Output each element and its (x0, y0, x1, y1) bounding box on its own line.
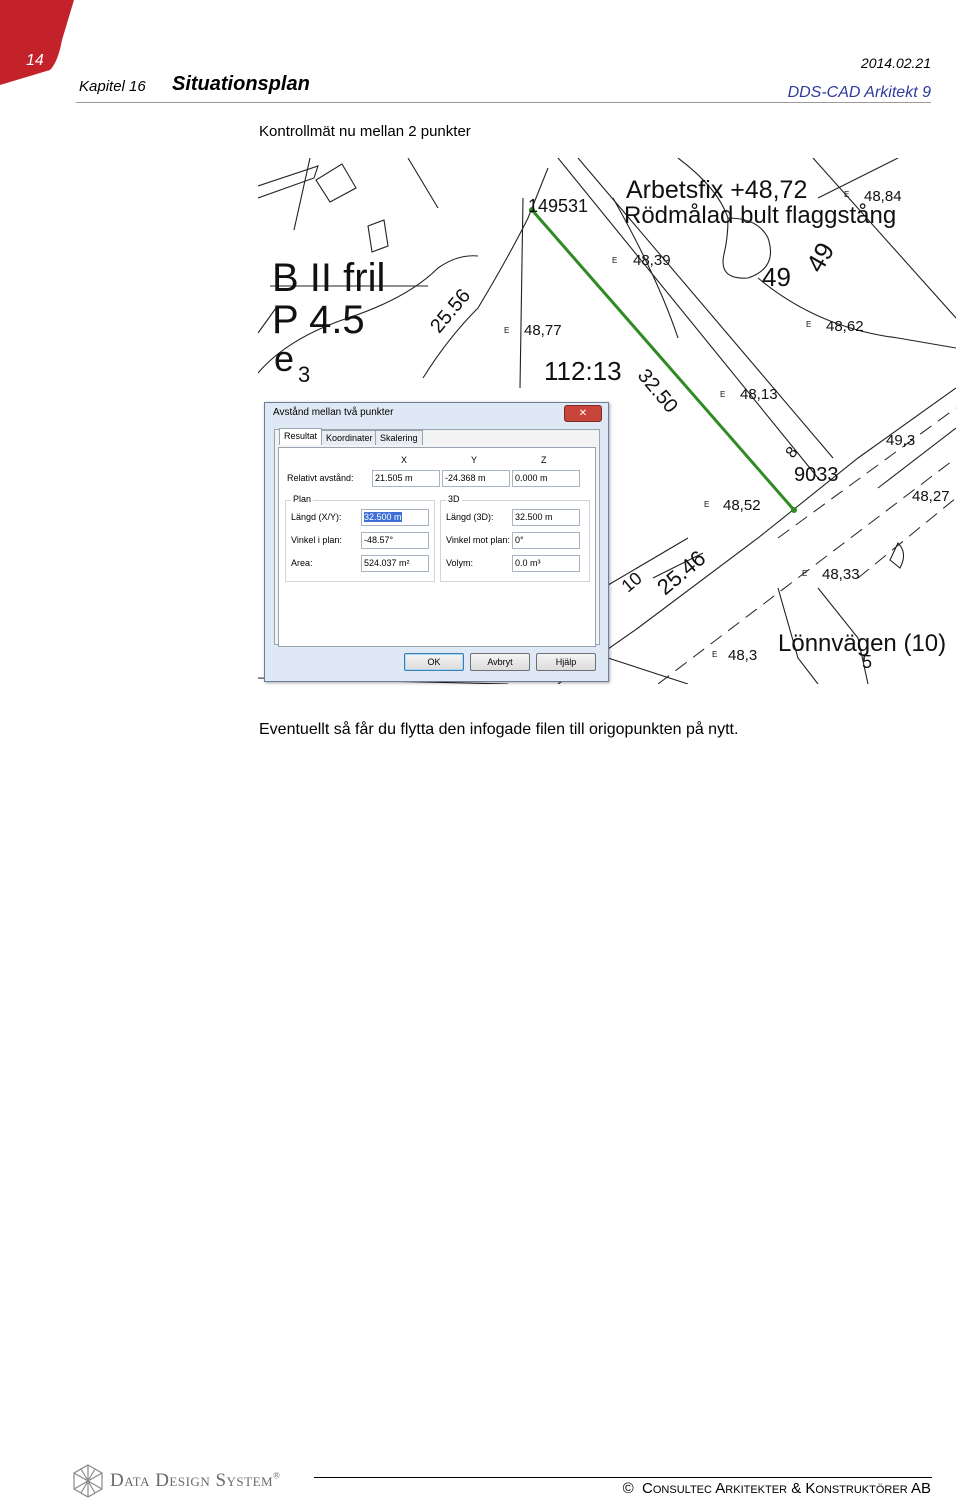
relative-x-field[interactable]: 21.505 m (372, 470, 440, 487)
map-label-h5: 48,13 (740, 386, 778, 403)
dialog-close-button[interactable]: ✕ (564, 405, 602, 422)
map-label-e8: E (712, 650, 718, 659)
header-divider (76, 102, 931, 103)
plan-length-field[interactable] (361, 509, 429, 526)
d3-length-label: Längd (3D): (446, 512, 494, 522)
map-label-zone1: B II fril (272, 256, 386, 300)
map-label-plot-num: 8 (782, 443, 802, 462)
map-label-h1: 48,84 (864, 188, 902, 205)
map-label-dim1: 25.56 (426, 284, 476, 338)
map-label-e3: E (504, 326, 510, 335)
map-label-zone2: P 4.5 (272, 298, 365, 342)
d3-volume-field[interactable]: 0.0 m³ (512, 555, 580, 572)
d3-angle-field[interactable]: 0° (512, 532, 580, 549)
relative-distance-label: Relativt avstånd: (287, 473, 354, 483)
plan-area-label: Area: (291, 558, 313, 568)
map-label-h2: 48,39 (633, 252, 671, 269)
plan-length-value: 32.500 m (364, 512, 402, 522)
map-label-49a: 49 (762, 262, 791, 292)
tab-skalering[interactable]: Skalering (375, 430, 423, 445)
map-label-zone3: e (274, 338, 295, 379)
col-y-header: Y (471, 455, 478, 465)
copyright-text: Consultec Arkitekter & Konstruktörer AB (642, 1480, 931, 1497)
result-panel (278, 447, 596, 647)
map-label-e1: E (844, 190, 850, 199)
footer-logo-mark: ® (273, 1470, 281, 1481)
help-button[interactable]: Hjälp (536, 653, 596, 671)
tab-resultat[interactable]: Resultat (279, 428, 322, 445)
map-label-dim3: 25.46 (652, 545, 711, 600)
dds-logo-icon (72, 1463, 104, 1499)
product-name: DDS-CAD Arkitekt 9 (787, 84, 931, 101)
map-label-h8: 48,27 (912, 488, 950, 505)
map-label-e6: E (704, 500, 710, 509)
map-label-parcel: 112:13 (544, 356, 622, 386)
dialog-title: Avstånd mellan två punkter (273, 407, 394, 418)
page-corner-tab (0, 0, 80, 85)
map-label-zone3-sub: 3 (298, 362, 311, 387)
relative-y-field[interactable]: -24.368 m (442, 470, 510, 487)
tab-koordinater[interactable]: Koordinater (321, 430, 378, 445)
ok-button[interactable]: OK (404, 653, 464, 671)
section-title: Situationsplan (172, 73, 310, 95)
measure-end-point (791, 507, 797, 513)
copyright-symbol: © (622, 1480, 634, 1497)
plan-area-field[interactable]: 524.037 m² (361, 555, 429, 572)
map-label-point-id: 149531 (528, 196, 589, 216)
plan-group-title: Plan (293, 494, 312, 504)
relative-z-field[interactable]: 0.000 m (512, 470, 580, 487)
col-x-header: X (401, 455, 408, 465)
map-label-dim2: 32.50 (632, 364, 682, 418)
page-number: 14 (26, 52, 44, 69)
map-label-dim4: 10 (617, 568, 646, 597)
caption-bottom: Eventuellt så får du flytta den infogade filen till origopunkten på nytt. (259, 721, 739, 738)
document-date: 2014.02.21 (860, 55, 931, 71)
caption-top: Kontrollmät nu mellan 2 punkter (259, 123, 471, 140)
chapter-label: Kapitel 16 (79, 78, 146, 95)
d3-volume-label: Volym: (446, 558, 474, 568)
map-label-h3: 48,77 (524, 322, 562, 339)
distance-dialog (264, 402, 609, 682)
map-label-h6: 49,3 (886, 432, 916, 449)
plan-length-label: Längd (X/Y): (291, 512, 342, 522)
col-z-header: Z (541, 455, 547, 465)
cancel-button[interactable]: Avbryt (470, 653, 530, 671)
map-label-e2: E (612, 256, 618, 265)
footer-logo-name: Data Design System (110, 1470, 274, 1491)
map-label-h4: 48,62 (826, 318, 864, 335)
map-label-e7: E (802, 569, 808, 578)
map-label-h9: 48,33 (822, 566, 860, 583)
map-label-fix-line2: Rödmålad bult flaggstång (624, 202, 897, 229)
map-label-plot: 9033 (794, 464, 839, 486)
map-label-h7: 48,52 (723, 497, 761, 514)
d3-angle-label: Vinkel mot plan: (446, 535, 510, 545)
map-label-street-num: 5 (862, 652, 873, 672)
map-label-49b: 49 (799, 237, 841, 278)
footer-copyright (623, 1480, 931, 1497)
map-label-e4: E (806, 320, 812, 329)
map-label-e5: E (720, 390, 726, 399)
d3-length-field[interactable]: 32.500 m (512, 509, 580, 526)
plan-angle-label: Vinkel i plan: (291, 535, 342, 545)
plan-angle-field[interactable]: -48.57° (361, 532, 429, 549)
footer-divider (314, 1477, 932, 1478)
d3-group-title: 3D (448, 494, 460, 504)
map-label-h10: 48,3 (728, 647, 758, 664)
footer-logo-text (110, 1470, 280, 1492)
map-label-street: Lönnvägen (10) (778, 630, 947, 657)
map-label-fix-line1: Arbetsfix +48,72 (626, 176, 808, 204)
